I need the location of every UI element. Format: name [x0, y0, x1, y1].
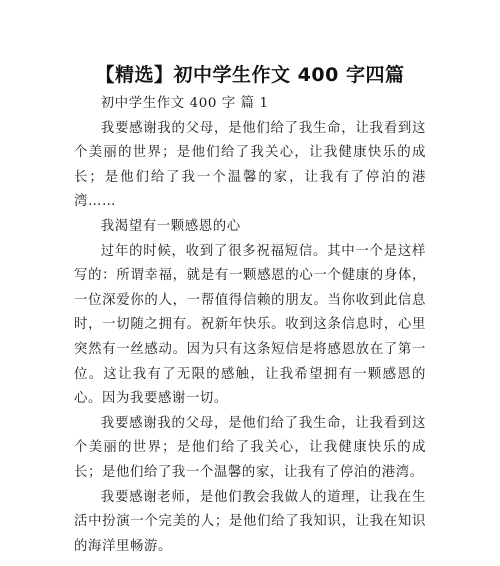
essay-heading: 初中学生作文 400 字 篇 1: [100, 96, 269, 111]
paragraph: 我要感谢我的父母，是他们给了我生命，让我看到这个美丽的世界；是他们给了我关心，让我健康快乐的成长；是他们给了我一个温馨的家，让我有了停泊的港湾。: [74, 415, 426, 480]
paragraph: 我要感谢老师，是他们教会我做人的道理，让我在生活中扮演一个完美的人；是他们给了我知识，让我在知识的海洋里畅游。: [74, 489, 426, 554]
paragraph: 过年的时候，收到了很多祝福短信。其中一个是这样写的：所谓幸福，就是有一颗感恩的心一个健康的身体，一位深爱你的人，一帮值得信赖的朋友。当你收到此信息时，一切随之拥有。祝新年快乐。收到这条信息时，心里突然有一丝感动。因为只有这条短信是将感恩放在了第一位。这让我有了无限的感触，让我希望拥有一颗感恩的心。因为我要感谢一切。: [74, 243, 426, 407]
section-heading: 我渴望有一颗感恩的心: [100, 218, 241, 234]
paragraph: 我要感谢我的父母，是他们给了我生命，让我看到这个美丽的世界；是他们给了我关心，让我健康快乐的成长；是他们给了我一个温馨的家，让我有了停泊的港湾……: [74, 120, 426, 210]
document-title: 【精选】初中学生作文 400 字四篇: [95, 64, 405, 86]
document-body: [74, 92, 426, 559]
